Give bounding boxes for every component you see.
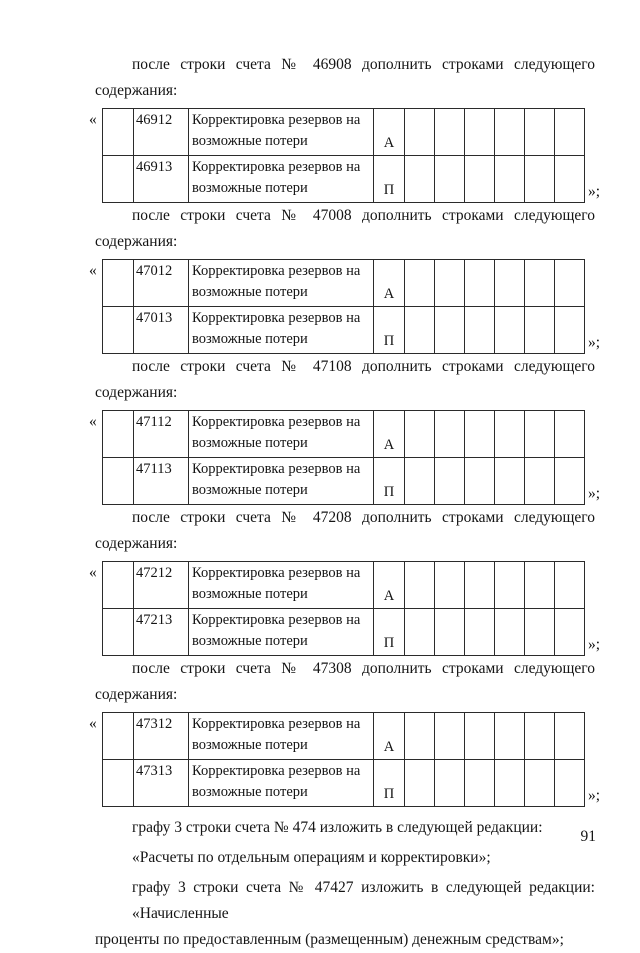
accounts-table	[102, 410, 585, 505]
paragraph-474: графу 3 строки счета № 474 изложить в следующей редакции:	[132, 819, 543, 836]
table-row	[103, 411, 585, 458]
intro-line-2: содержания:	[95, 384, 178, 401]
account-code: 46913	[134, 156, 189, 203]
close-quote: »;	[588, 485, 601, 502]
account-name-line1: Корректировка резервов на	[192, 263, 361, 279]
account-name	[189, 411, 374, 458]
empty-cell	[495, 260, 525, 307]
section-47308	[89, 656, 601, 807]
empty-cell	[555, 260, 585, 307]
table-block	[89, 561, 601, 656]
empty-cell	[525, 411, 555, 458]
open-quote: «	[89, 715, 97, 732]
empty-cell	[495, 411, 525, 458]
open-quote: «	[89, 111, 97, 128]
account-name-line1: Корректировка резервов на	[192, 310, 361, 326]
accounts-table	[102, 712, 585, 807]
empty-cell	[405, 156, 435, 203]
empty-cell	[465, 713, 495, 760]
account-name-line2: возможные потери	[192, 586, 308, 602]
account-name	[189, 260, 374, 307]
section-47208	[89, 505, 601, 656]
empty-cell	[525, 156, 555, 203]
table-row	[103, 713, 585, 760]
account-flag: А	[374, 411, 405, 458]
empty-cell	[435, 411, 465, 458]
section-46908	[89, 52, 601, 203]
account-name-line1: Корректировка резервов на	[192, 112, 361, 128]
account-flag: П	[374, 760, 405, 807]
section-47008	[89, 203, 601, 354]
empty-cell	[103, 156, 134, 203]
empty-cell	[435, 260, 465, 307]
empty-cell	[465, 307, 495, 354]
open-quote: «	[89, 413, 97, 430]
account-code: 47113	[134, 458, 189, 505]
intro-line-1: после строки счета № 46908 дополнить строками следующего	[132, 56, 595, 73]
empty-cell	[435, 458, 465, 505]
account-name	[189, 307, 374, 354]
empty-cell	[465, 109, 495, 156]
close-quote: »;	[588, 636, 601, 653]
account-name-line2: возможные потери	[192, 284, 308, 300]
empty-cell	[435, 760, 465, 807]
empty-cell	[103, 609, 134, 656]
empty-cell	[495, 156, 525, 203]
table-row	[103, 562, 585, 609]
paragraph-quote-474: «Расчеты по отдельным операциям и корректировки»;	[132, 849, 491, 866]
table-row	[103, 109, 585, 156]
intro-paragraph	[95, 52, 595, 104]
account-code: 47313	[134, 760, 189, 807]
accounts-table	[102, 108, 585, 203]
account-name-line1: Корректировка резервов на	[192, 159, 361, 175]
account-name-line1: Корректировка резервов на	[192, 716, 361, 732]
account-code: 47112	[134, 411, 189, 458]
empty-cell	[405, 609, 435, 656]
account-name	[189, 458, 374, 505]
empty-cell	[495, 109, 525, 156]
account-name-line2: возможные потери	[192, 784, 308, 800]
account-name	[189, 562, 374, 609]
account-name	[189, 713, 374, 760]
empty-cell	[465, 562, 495, 609]
account-name-line1: Корректировка резервов на	[192, 565, 361, 581]
empty-cell	[405, 713, 435, 760]
closing-paragraphs	[95, 815, 595, 953]
table-block	[89, 108, 601, 203]
empty-cell	[465, 760, 495, 807]
empty-cell	[103, 260, 134, 307]
account-name	[189, 156, 374, 203]
intro-line-1: после строки счета № 47008 дополнить строками следующего	[132, 207, 595, 224]
table-row	[103, 760, 585, 807]
account-flag: А	[374, 562, 405, 609]
intro-line-1: после строки счета № 47308 дополнить строками следующего	[132, 660, 595, 677]
empty-cell	[525, 760, 555, 807]
account-flag: П	[374, 458, 405, 505]
account-code: 47212	[134, 562, 189, 609]
close-quote: »;	[588, 787, 601, 804]
empty-cell	[555, 609, 585, 656]
empty-cell	[555, 458, 585, 505]
account-code: 47312	[134, 713, 189, 760]
empty-cell	[495, 458, 525, 505]
intro-paragraph	[95, 354, 595, 406]
account-name-line2: возможные потери	[192, 633, 308, 649]
intro-line-2: содержания:	[95, 82, 178, 99]
empty-cell	[103, 458, 134, 505]
empty-cell	[525, 609, 555, 656]
account-flag: А	[374, 109, 405, 156]
empty-cell	[495, 609, 525, 656]
open-quote: «	[89, 262, 97, 279]
empty-cell	[405, 260, 435, 307]
intro-line-1: после строки счета № 47208 дополнить строками следующего	[132, 509, 595, 526]
table-block	[89, 712, 601, 807]
empty-cell	[405, 307, 435, 354]
account-name-line1: Корректировка резервов на	[192, 612, 361, 628]
empty-cell	[435, 609, 465, 656]
empty-cell	[555, 713, 585, 760]
table-block	[89, 259, 601, 354]
account-name-line2: возможные потери	[192, 737, 308, 753]
empty-cell	[103, 307, 134, 354]
empty-cell	[465, 411, 495, 458]
account-flag: П	[374, 609, 405, 656]
empty-cell	[465, 609, 495, 656]
account-code: 47012	[134, 260, 189, 307]
empty-cell	[555, 411, 585, 458]
table-row	[103, 609, 585, 656]
table-row	[103, 458, 585, 505]
intro-line-2: содержания:	[95, 686, 178, 703]
account-flag: А	[374, 260, 405, 307]
empty-cell	[103, 109, 134, 156]
account-code: 47213	[134, 609, 189, 656]
empty-cell	[525, 307, 555, 354]
empty-cell	[465, 458, 495, 505]
account-name-line2: возможные потери	[192, 435, 308, 451]
intro-line-2: содержания:	[95, 535, 178, 552]
empty-cell	[555, 307, 585, 354]
empty-cell	[525, 109, 555, 156]
empty-cell	[435, 713, 465, 760]
account-name-line2: возможные потери	[192, 482, 308, 498]
account-flag: П	[374, 156, 405, 203]
close-quote: »;	[588, 183, 601, 200]
empty-cell	[555, 562, 585, 609]
empty-cell	[555, 156, 585, 203]
empty-cell	[405, 458, 435, 505]
accounts-table	[102, 561, 585, 656]
empty-cell	[495, 713, 525, 760]
empty-cell	[103, 713, 134, 760]
intro-paragraph	[95, 656, 595, 708]
table-row	[103, 260, 585, 307]
account-name	[189, 609, 374, 656]
account-name-line1: Корректировка резервов на	[192, 461, 361, 477]
page-number: 91	[580, 828, 596, 845]
account-name	[189, 760, 374, 807]
empty-cell	[405, 562, 435, 609]
paragraph-47427	[95, 875, 595, 953]
empty-cell	[525, 458, 555, 505]
intro-line-2: содержания:	[95, 233, 178, 250]
empty-cell	[525, 562, 555, 609]
empty-cell	[495, 562, 525, 609]
empty-cell	[465, 156, 495, 203]
empty-cell	[405, 109, 435, 156]
account-name-line2: возможные потери	[192, 331, 308, 347]
empty-cell	[465, 260, 495, 307]
account-code: 47013	[134, 307, 189, 354]
account-name-line1: Корректировка резервов на	[192, 414, 361, 430]
account-code: 46912	[134, 109, 189, 156]
empty-cell	[525, 713, 555, 760]
empty-cell	[103, 411, 134, 458]
empty-cell	[103, 562, 134, 609]
close-quote: »;	[588, 334, 601, 351]
empty-cell	[103, 760, 134, 807]
empty-cell	[435, 307, 465, 354]
account-flag: П	[374, 307, 405, 354]
intro-paragraph	[95, 203, 595, 255]
account-name-line2: возможные потери	[192, 133, 308, 149]
account-name-line2: возможные потери	[192, 180, 308, 196]
account-flag: А	[374, 713, 405, 760]
empty-cell	[555, 760, 585, 807]
account-name-line1: Корректировка резервов на	[192, 763, 361, 779]
accounts-table	[102, 259, 585, 354]
intro-paragraph	[95, 505, 595, 557]
empty-cell	[405, 760, 435, 807]
paragraph-47427-line2: проценты по предоставленным (размещенным) денежным средствам»;	[95, 931, 564, 948]
empty-cell	[435, 156, 465, 203]
table-row	[103, 156, 585, 203]
table-row	[103, 307, 585, 354]
section-47108	[89, 354, 601, 505]
empty-cell	[405, 411, 435, 458]
empty-cell	[495, 760, 525, 807]
intro-line-1: после строки счета № 47108 дополнить строками следующего	[132, 358, 595, 375]
empty-cell	[525, 260, 555, 307]
account-name	[189, 109, 374, 156]
empty-cell	[435, 562, 465, 609]
open-quote: «	[89, 564, 97, 581]
empty-cell	[555, 109, 585, 156]
empty-cell	[495, 307, 525, 354]
paragraph-47427-line1: графу 3 строки счета № 47427 изложить в следующей редакции: «Начисленные	[132, 879, 595, 922]
empty-cell	[435, 109, 465, 156]
table-block	[89, 410, 601, 505]
